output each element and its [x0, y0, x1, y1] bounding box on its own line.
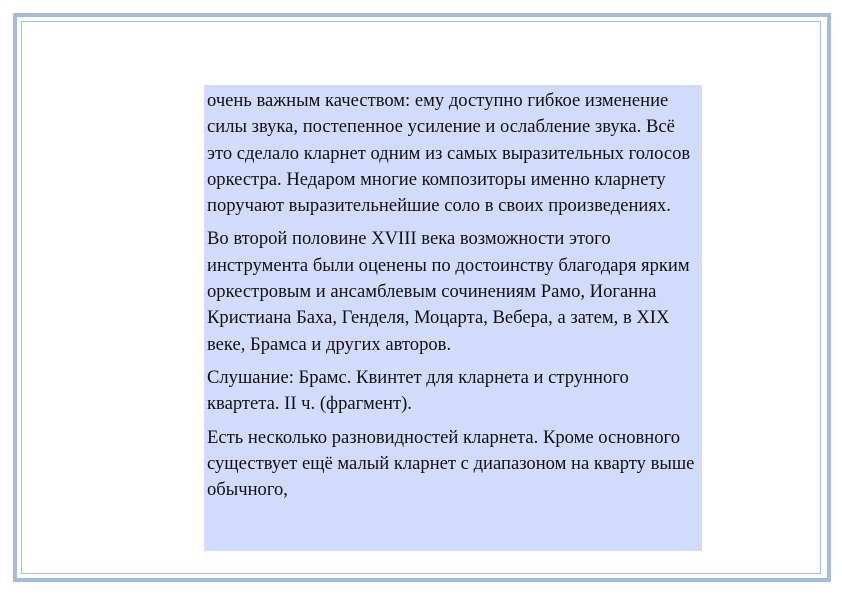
paragraph-18th-century: Во второй половине XVIII века возможности этого инструмента были оценены по достоинству благодаря ярким оркестровым и ансамблевым сочинениям Рамо, Иоганна Кристиана Баха, Генделя, Моцарта, Вебера, а затем, в XIX веке, Брамса и других авторов.	[207, 228, 690, 355]
paragraph-varieties: Есть несколько разновидностей кларнета. Кроме основного существует ещё малый кларнет с диапазоном на кварту выше обычного,	[207, 426, 695, 501]
text-box	[204, 85, 702, 551]
paragraph-listening: Слушание: Брамс. Квинтет для кларнета и струнного квартета. II ч. (фрагмент).	[207, 366, 629, 415]
paragraph-clarinet-qualities: очень важным качеством: ему доступно гибкое изменение силы звука, постепенное усиление и ослабление звука. Всё это сделало кларнет одним из самых выразительных голосов оркестра. Недаром многие композиторы именно кларнету поручают выразительнейшие соло в своих произведениях.	[207, 90, 691, 217]
